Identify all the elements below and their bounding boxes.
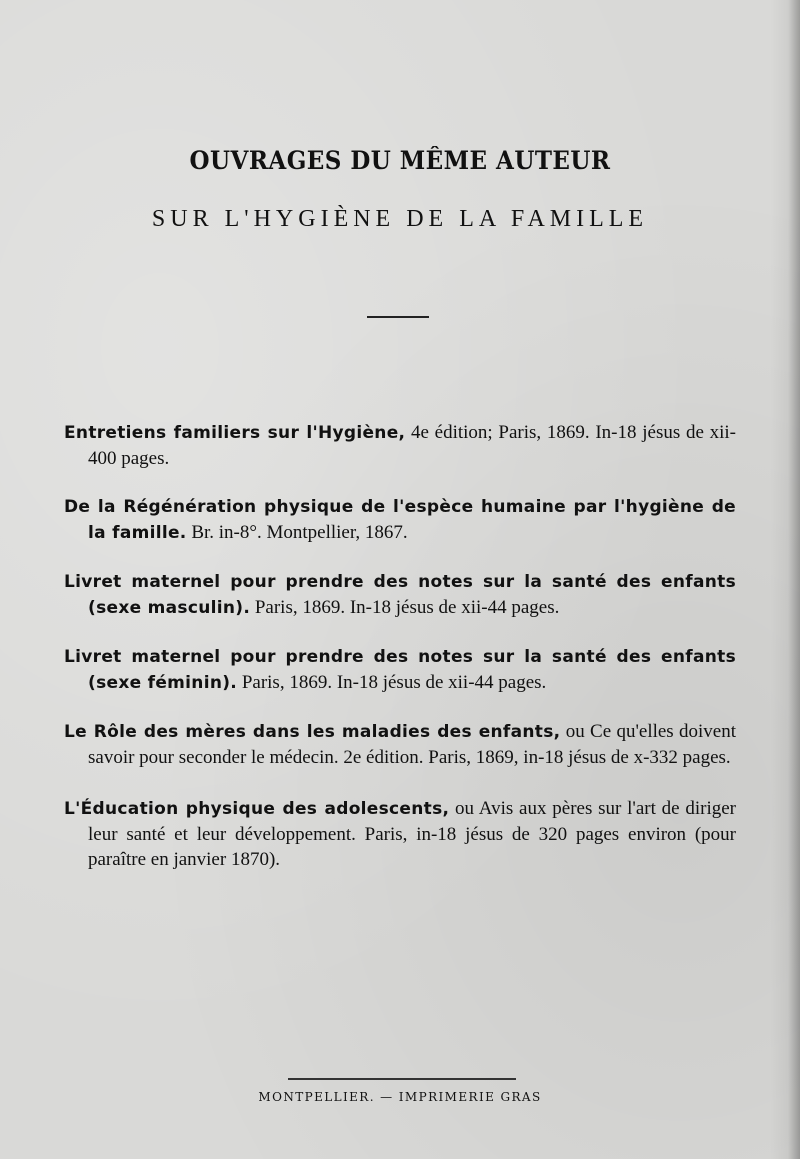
work-entry: [64, 719, 736, 770]
work-title: Le Rôle des mères dans les maladies des enfants,: [64, 722, 561, 742]
page-edge-shadow: [770, 0, 800, 1159]
title-divider: [367, 316, 429, 318]
work-title: Livret maternel pour prendre des notes sur la santé des enfants (sexe féminin).: [64, 647, 736, 693]
work-entry: [64, 796, 736, 872]
works-list: [64, 420, 736, 872]
work-title: De la Régénération physique de l'espèce humaine par l'hygiène de la famille.: [64, 497, 736, 543]
page-title: OUVRAGES DU MÊME AUTEUR: [189, 146, 611, 175]
work-details: ou Avis aux pères sur l'art de diriger leur santé et leur développement. Paris, in-18 jésus de 320 pages environ (pour paraître en janvier 1870).: [88, 798, 737, 870]
work-title: L'Éducation physique des adolescents,: [64, 799, 450, 819]
page-subtitle: SUR L'HYGIÈNE DE LA FAMILLE: [151, 206, 649, 232]
work-entry: [64, 494, 736, 546]
work-entry: [64, 569, 736, 621]
work-details: Paris, 1869. In-18 jésus de xii-44 pages.: [250, 597, 560, 618]
work-details: ou Ce qu'elles doivent savoir pour seconder le médecin. 2e édition. Paris, 1869, in-18 jésus de x-332 pages.: [88, 721, 737, 768]
work-details: Br. in-8°. Montpellier, 1867.: [186, 522, 408, 543]
footer-divider: [288, 1078, 516, 1080]
printer-imprint: MONTPELLIER. — IMPRIMERIE GRAS: [258, 1090, 542, 1104]
work-title: Livret maternel pour prendre des notes sur la santé des enfants (sexe masculin).: [64, 572, 736, 618]
work-details: Paris, 1869. In-18 jésus de xii-44 pages.: [237, 672, 547, 693]
work-title: Entretiens familiers sur l'Hygiène,: [64, 423, 406, 443]
work-entry: [64, 420, 736, 471]
work-details: 4e édition; Paris, 1869. In-18 jésus de xii-400 pages.: [88, 422, 736, 469]
work-entry: [64, 644, 736, 696]
